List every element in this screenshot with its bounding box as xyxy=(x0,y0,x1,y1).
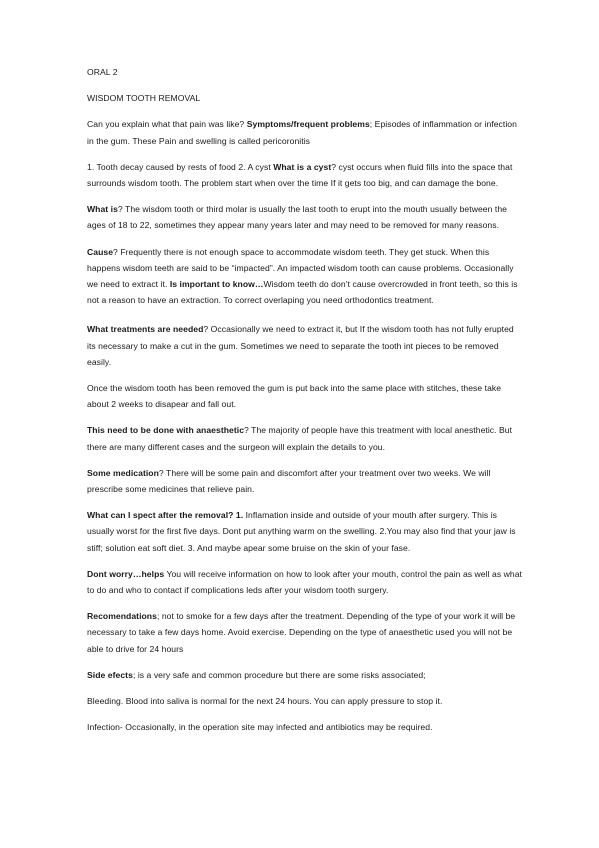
paragraph-text: Wisdom teeth do don’t cause overcrowded in front teeth, so this is not a reason to have an extraction. To correct overlaping you need orthodontics treatment. xyxy=(87,279,518,306)
paragraph-text: You will receive information on how to look after your mouth, control the pain as well as what to do and who to contact if complications leds after your wisdom tooth surgery. xyxy=(87,568,522,596)
paragraph-text: ? Frequently there is not enough space to accommodate wisdom teeth. They get stuck. When this happens wisdom teeth are said to be “impacted”. An impacted wisdom tooth can cause problems. Occasionally we need to extract it. xyxy=(87,246,514,290)
document-title: ORAL 2 xyxy=(87,67,118,77)
paragraph-medication xyxy=(87,465,523,497)
paragraph-heading: What is xyxy=(87,204,118,215)
paragraph-text: ? There will be some pain and discomfort after your treatment over two weeks. We will prescribe some medicines that relieve pain. xyxy=(87,467,491,495)
paragraph-heading: Symptoms/frequent problems xyxy=(246,119,370,130)
paragraph-text: Inflamation inside and outside of your mouth after surgery. This is usually worst for the first five days. Dont put anything warm on the swelling. 2.You may also find that your jaw is stiff; solution eat soft diet. 3. And maybe apear some bruise on the skin of your fase. xyxy=(87,510,516,553)
paragraph-heading: Dont worry…helps xyxy=(87,568,165,579)
paragraph-after-removal xyxy=(87,507,523,556)
paragraph-text: ? Occasionally we need to extract it, but If the wisdom tooth has not fully erupted its necessary to make a cut in the gum. Sometimes we need to separate the tooth int pieces to be removed easily. xyxy=(87,324,514,367)
paragraph-text: Once the wisdom tooth has been removed the gum is put back into the same place with stitches, these take about 2 weeks to disapear and fall out. xyxy=(87,383,502,410)
paragraph-heading: What treatments are needed xyxy=(87,324,204,335)
paragraph-stitches xyxy=(87,380,523,412)
paragraph-side-effects xyxy=(87,667,523,683)
paragraph-bleeding xyxy=(87,693,523,709)
paragraph-text: ? The majority of people have this treatment with local anesthetic. But there are many different cases and the surgeon will explain the details to you. xyxy=(87,425,513,452)
paragraph-infection xyxy=(87,719,523,735)
paragraph-cause xyxy=(87,244,523,309)
paragraph-heading: This need to be done with anaesthetic xyxy=(87,425,245,436)
paragraph-symptoms xyxy=(87,116,523,148)
paragraph-heading: What can I spect after the removal? 1. xyxy=(87,510,244,521)
document-subtitle: WISDOM TOOTH REMOVAL xyxy=(87,93,201,104)
paragraph-text: ? The wisdom tooth or third molar is usually the last tooth to erupt into the mouth usually between the ages of 18 to 22, sometimes they appear many years later and may need to be removed for many reasons. xyxy=(87,204,507,231)
paragraph-heading: Recomendations xyxy=(87,611,157,622)
paragraph-text: Infection- Occasionally, in the operation site may infected and antibiotics may be required. xyxy=(87,722,433,733)
document-page xyxy=(87,64,523,736)
paragraph-text: ; is a very safe and common procedure but there are some risks associated; xyxy=(132,669,426,680)
paragraph-text: Can you explain what that pain was like? xyxy=(87,119,247,130)
paragraph-what-is xyxy=(87,201,523,233)
paragraph-heading: Some medication xyxy=(87,467,159,478)
paragraph-treatments xyxy=(87,321,523,370)
paragraph-anaesthetic xyxy=(87,422,523,454)
paragraph-cyst xyxy=(87,159,523,191)
paragraph-text: ; Episodes of inflammation or infection in the gum. These Pain and swelling is called pericoronitis xyxy=(87,119,517,146)
paragraph-dont-worry xyxy=(87,566,523,598)
paragraph-recomendations xyxy=(87,608,523,657)
paragraph-heading: Side efects xyxy=(87,669,133,680)
paragraph-text: ? cyst occurs when fluid fills into the space that surrounds wisdom tooth. The problem start when over the time If it gets too big, and can damage the bone. xyxy=(87,161,513,189)
paragraph-text: ; not to smoke for a few days after the treatment. Depending of the type of your work it will be necessary to take a few days home. Avoid exercise. Depending on the type of anaesthetic used you will not be able to drive for 24 hours xyxy=(87,611,516,654)
paragraph-heading: Cause xyxy=(87,246,114,257)
paragraph-heading-inline: Is important to know… xyxy=(169,279,264,290)
paragraph-text: Bleeding. Blood into saliva is normal for the next 24 hours. You can apply pressure to stop it. xyxy=(87,696,443,707)
paragraph-text: 1. Tooth decay caused by rests of food 2. A cyst xyxy=(87,161,274,172)
paragraph-heading: What is a cyst xyxy=(273,161,332,172)
